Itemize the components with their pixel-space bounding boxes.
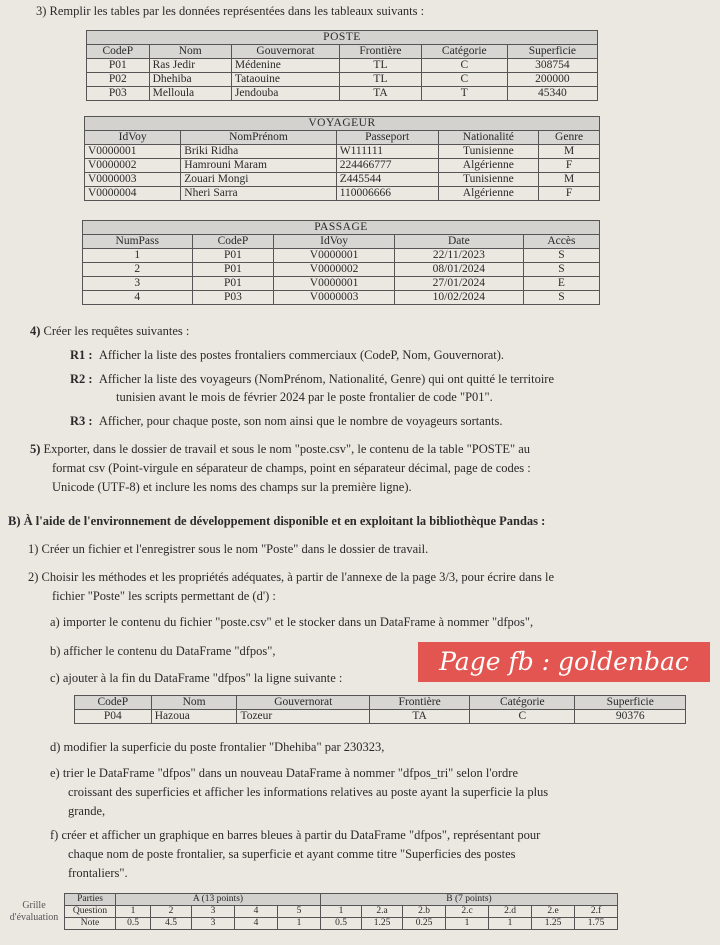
grid-cell: 1 [446, 918, 489, 930]
request-text-continued: tunisien avant le mois de février 2024 par le poste frontalier de code "P01". [116, 390, 493, 404]
cell: Tunisienne [438, 145, 539, 159]
cell: M [539, 173, 600, 187]
cell: 90376 [575, 710, 686, 724]
column-header: CodeP [87, 45, 150, 59]
column-header: Accès [523, 235, 599, 249]
table-row [83, 263, 600, 277]
table-row [87, 87, 598, 101]
cell: 224466777 [336, 159, 438, 173]
column-header: Genre [539, 131, 600, 145]
column-header: Frontière [340, 45, 422, 59]
column-header: Date [394, 235, 523, 249]
grid-cell: 2 [151, 906, 192, 918]
table-title: VOYAGEUR [85, 117, 600, 131]
item-f-continued: frontaliers". [68, 866, 128, 880]
grid-cell: 1 [489, 918, 532, 930]
cell: E [523, 277, 599, 291]
table-title: POSTE [87, 31, 598, 45]
cell: V0000004 [85, 187, 181, 201]
cell: Tataouine [231, 73, 339, 87]
cell: P01 [192, 263, 274, 277]
cell: Médenine [231, 59, 339, 73]
cell: S [523, 249, 599, 263]
table-row [87, 59, 598, 73]
grid-cell: 1 [321, 906, 362, 918]
cell: 1 [83, 249, 193, 263]
grid-cell: 2.d [489, 906, 532, 918]
cell: Tozeur [237, 710, 370, 724]
table-row [83, 249, 600, 263]
request-label: R2 : [70, 372, 93, 386]
column-header: NumPass [83, 235, 193, 249]
voyageur-table [84, 116, 600, 201]
grid-cell: 4 [235, 918, 278, 930]
cell: V0000001 [85, 145, 181, 159]
table-row [87, 73, 598, 87]
question-number: 4) [30, 324, 41, 338]
cell: Hazoua [151, 710, 237, 724]
column-header: Catégorie [421, 45, 507, 59]
watermark-label: Page fb : goldenbac [418, 642, 710, 682]
table-row [83, 291, 600, 305]
cell: Nheri Sarra [181, 187, 336, 201]
grid-cell: 3 [192, 906, 235, 918]
grid-cell: 4.5 [151, 918, 192, 930]
cell: V0000001 [274, 249, 395, 263]
request-label: R1 : [70, 348, 93, 362]
cell: 4 [83, 291, 193, 305]
item-f: f) créer et afficher un graphique en barres bleues à partir du DataFrame "dfpos", représentant pour [50, 828, 541, 842]
cell: C [470, 710, 575, 724]
part-a-header: A (13 points) [116, 894, 321, 906]
cell: Tunisienne [438, 173, 539, 187]
cell: P02 [87, 73, 150, 87]
new-row-table [74, 695, 686, 724]
cell: V0000002 [274, 263, 395, 277]
question-text: Exporter, dans le dossier de travail et sous le nom "poste.csv", le contenu de la table "POSTE" au [43, 442, 531, 456]
item-d: d) modifier la superficie du poste frontalier "Dhehiba" par 230323, [50, 740, 385, 754]
cell: 27/01/2024 [394, 277, 523, 291]
cell: 45340 [507, 87, 597, 101]
grid-cell: 5 [278, 906, 321, 918]
cell: Melloula [149, 87, 231, 101]
cell: TA [340, 87, 422, 101]
table-row [85, 173, 600, 187]
table-row [75, 710, 686, 724]
cell: F [539, 159, 600, 173]
cell: V0000002 [85, 159, 181, 173]
cell: Jendouba [231, 87, 339, 101]
column-header: CodeP [192, 235, 274, 249]
cell: 308754 [507, 59, 597, 73]
cell: TL [340, 73, 422, 87]
cell: 200000 [507, 73, 597, 87]
question-text: Créer les requêtes suivantes : [43, 324, 190, 338]
part-b-title: B) À l'aide de l'environnement de développement disponible et en exploitant la bibliothèque Pandas : [8, 514, 546, 528]
cell: P01 [87, 59, 150, 73]
column-header: Superficie [575, 696, 686, 710]
cell: P03 [192, 291, 274, 305]
item-e-continued: croissant des superficies et afficher les informations relatives au poste ayant la superficie la plus [68, 785, 549, 799]
cell: S [523, 291, 599, 305]
grid-cell: 2.f [575, 906, 618, 918]
question-text: Remplir les tables par les données représentées dans les tableaux suivants : [49, 4, 425, 18]
question-number: 5) [30, 442, 41, 456]
question-text-continued: Unicode (UTF-8) et inclure les noms des champs sur la première ligne). [52, 480, 412, 494]
item-f-continued: chaque nom de poste frontalier, sa superficie et ayant comme titre "Superficies des postes [68, 847, 516, 861]
cell: S [523, 263, 599, 277]
column-header: Catégorie [470, 696, 575, 710]
column-header: Gouvernorat [231, 45, 339, 59]
grid-cell: 2.c [446, 906, 489, 918]
passage-table [82, 220, 600, 305]
request-r3 [70, 414, 503, 429]
item-e-continued: grande, [68, 804, 106, 818]
table-row [85, 187, 600, 201]
cell: TA [370, 710, 470, 724]
cell: C [421, 59, 507, 73]
row-header: Question [65, 906, 116, 918]
cell: P03 [87, 87, 150, 101]
part-b-header: B (7 points) [321, 894, 618, 906]
column-header: IdVoy [85, 131, 181, 145]
cell: P01 [192, 277, 274, 291]
question-text-continued: format csv (Point-virgule en séparateur de champs, point en séparateur décimal, page de codes : [52, 461, 531, 475]
cell: Briki Ridha [181, 145, 336, 159]
column-header: Frontière [370, 696, 470, 710]
cell: P04 [75, 710, 152, 724]
cell: P01 [192, 249, 274, 263]
row-header: Note [65, 918, 116, 930]
poste-table [86, 30, 598, 101]
grid-cell: 1.75 [575, 918, 618, 930]
table-title: PASSAGE [83, 221, 600, 235]
part-b-question-2: 2) Choisir les méthodes et les propriétés adéquates, à partir de l'annexe de la page 3/3, pour écrire dans le [28, 570, 555, 584]
column-header: Nom [151, 696, 237, 710]
grid-cell: 1.25 [362, 918, 403, 930]
cell: TL [340, 59, 422, 73]
question-3 [36, 4, 424, 19]
cell: 2 [83, 263, 193, 277]
grid-cell: 2.e [532, 906, 575, 918]
column-header: Gouvernorat [237, 696, 370, 710]
column-header: Nom [149, 45, 231, 59]
request-r2 [70, 372, 554, 387]
column-header: IdVoy [274, 235, 395, 249]
cell: 3 [83, 277, 193, 291]
request-label: R3 : [70, 414, 93, 428]
part-b-question-1: 1) Créer un fichier et l'enregistrer sous le nom "Poste" dans le dossier de travail. [28, 542, 429, 556]
item-c: c) ajouter à la fin du DataFrame "dfpos" la ligne suivante : [50, 671, 343, 685]
cell: Z445544 [336, 173, 438, 187]
cell: V0000003 [274, 291, 395, 305]
question-5 [30, 442, 530, 457]
cell: Algérienne [438, 187, 539, 201]
row-header: Parties [65, 894, 116, 906]
cell: W111111 [336, 145, 438, 159]
grid-cell: 0.25 [403, 918, 446, 930]
grid-cell: 2.b [403, 906, 446, 918]
cell: M [539, 145, 600, 159]
cell: Hamrouni Maram [181, 159, 336, 173]
item-b: b) afficher le contenu du DataFrame "dfpos", [50, 644, 276, 658]
cell: C [421, 73, 507, 87]
table-row [83, 277, 600, 291]
item-e: e) trier le DataFrame "dfpos" dans un nouveau DataFrame à nommer "dfpos_tri" selon l'ordre [50, 766, 519, 780]
column-header: CodeP [75, 696, 152, 710]
question-4 [30, 324, 189, 339]
grading-grid-table [64, 893, 618, 930]
column-header: Superficie [507, 45, 597, 59]
question-number: 3) [36, 4, 47, 18]
cell: 110006666 [336, 187, 438, 201]
grading-grid-label: Grille d'évaluation [9, 900, 59, 923]
grid-cell: 0.5 [321, 918, 362, 930]
grid-cell: 4 [235, 906, 278, 918]
grid-cell: 2.a [362, 906, 403, 918]
table-row [85, 159, 600, 173]
grid-cell: 1 [116, 906, 151, 918]
cell: V0000003 [85, 173, 181, 187]
item-a: a) importer le contenu du fichier "poste.csv" et le stocker dans un DataFrame à nommer "dfpos", [50, 615, 534, 629]
cell: Algérienne [438, 159, 539, 173]
cell: 10/02/2024 [394, 291, 523, 305]
grid-cell: 1.25 [532, 918, 575, 930]
cell: 22/11/2023 [394, 249, 523, 263]
grid-cell: 1 [278, 918, 321, 930]
request-text: Afficher la liste des postes frontaliers commerciaux (CodeP, Nom, Gouvernorat). [98, 348, 505, 362]
cell: T [421, 87, 507, 101]
column-header: Passeport [336, 131, 438, 145]
part-b-question-2-continued: fichier "Poste" les scripts permettant de (d') : [52, 589, 276, 603]
column-header: NomPrénom [181, 131, 336, 145]
grid-cell: 0.5 [116, 918, 151, 930]
cell: Zouari Mongi [181, 173, 336, 187]
cell: 08/01/2024 [394, 263, 523, 277]
column-header: Nationalité [438, 131, 539, 145]
request-r1 [70, 348, 504, 363]
cell: F [539, 187, 600, 201]
grid-cell: 3 [192, 918, 235, 930]
request-text: Afficher, pour chaque poste, son nom ainsi que le nombre de voyageurs sortants. [98, 414, 503, 428]
request-text: Afficher la liste des voyageurs (NomPrénom, Nationalité, Genre) qui ont quitté le territoire [98, 372, 555, 386]
cell: Ras Jedir [149, 59, 231, 73]
cell: V0000001 [274, 277, 395, 291]
cell: Dhehiba [149, 73, 231, 87]
table-row [85, 145, 600, 159]
